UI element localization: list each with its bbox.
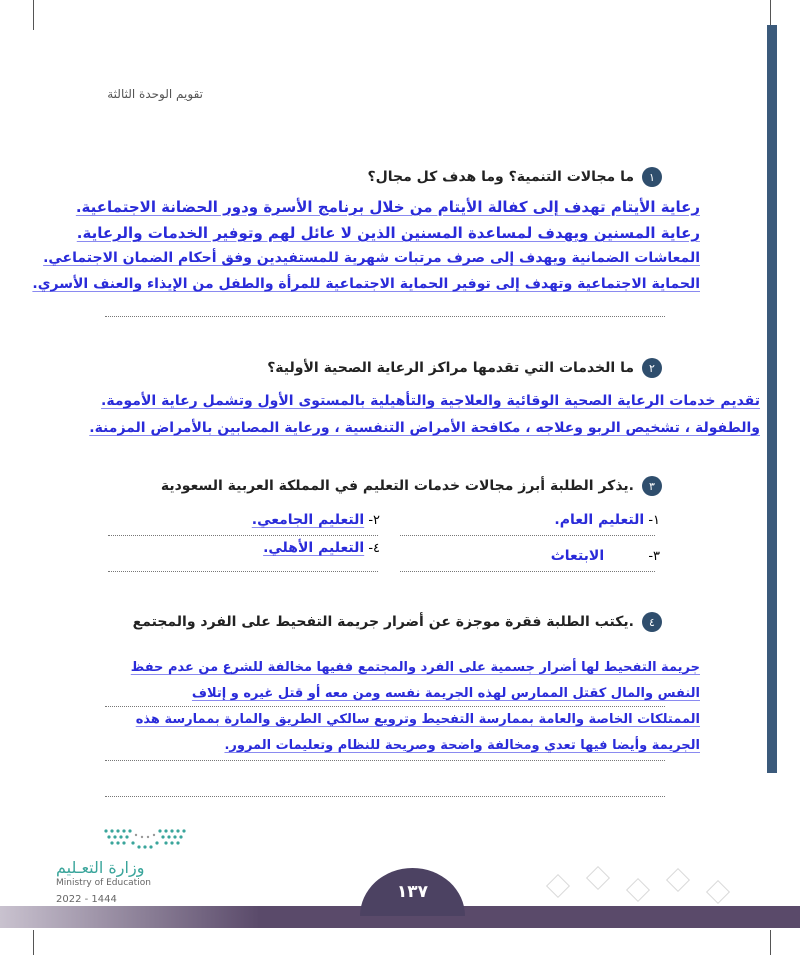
answer-dotted-line <box>108 571 378 572</box>
decorative-pattern <box>530 860 760 906</box>
crop-mark <box>33 0 34 30</box>
answer-dotted-line <box>400 535 655 536</box>
ministry-name-en: Ministry of Education <box>56 878 151 888</box>
answer-dotted-line <box>400 571 655 572</box>
question-number: ١ <box>642 167 662 187</box>
question-3 <box>161 476 662 496</box>
question-number: ٢ <box>642 358 662 378</box>
item-answer: الابتعاث <box>550 548 605 564</box>
question-text: ما مجالات التنمية؟ وما هدف كل مجال؟ <box>367 169 634 185</box>
question-number: ٤ <box>642 612 662 632</box>
item-number: ١- <box>648 513 660 528</box>
item-answer: التعليم الأهلي. <box>263 540 365 556</box>
question-text: يذكر الطلبة أبرز مجالات خدمات التعليم في المملكة العربية السعودية. <box>160 478 634 494</box>
answer-line: الحماية الاجتماعية وتهدف إلى توفير الحماية الاجتماعية للمرأة والطفل من الإيذاء والعنف الأسري. <box>32 276 700 292</box>
item-number: ٤- <box>368 541 380 556</box>
list-item <box>110 512 380 528</box>
item-number: ٣- <box>648 549 660 564</box>
item-number: ٢- <box>368 513 380 528</box>
answer-line: جريمة التفحيط لها أضرار جسمية على الفرد والمجتمع ففيها مخالفة للشرع من عدم حفظ <box>130 660 700 675</box>
answer-dotted-line <box>105 316 665 317</box>
question-1 <box>368 167 662 187</box>
footer-bar-gradient <box>0 906 260 928</box>
answer-dotted-line <box>105 760 665 761</box>
item-answer: التعليم العام. <box>554 512 645 528</box>
item-answer: التعليم الجامعي. <box>251 512 365 528</box>
question-text: ما الخدمات التي تقدمها مراكز الرعاية الصحية الأولية؟ <box>267 360 634 376</box>
answer-line: تقديم خدمات الرعاية الصحية الوقائية والعلاجية والتأهيلية بالمستوى الأول وتشمل رعاية الأمومة. <box>101 393 760 409</box>
answer-dotted-line <box>108 535 378 536</box>
question-4 <box>133 612 662 632</box>
unit-title: تقويم الوحدة الثالثة <box>107 87 203 101</box>
question-text: يكتب الطلبة فقرة موجزة عن أضرار جريمة التفحيط على الفرد والمجتمع. <box>132 614 634 630</box>
edition-year: 2022 - 1444 <box>56 894 117 905</box>
crop-mark <box>33 930 34 955</box>
list-item <box>400 548 660 564</box>
ministry-logo-icon <box>100 825 190 853</box>
answer-dotted-line <box>105 796 665 797</box>
crop-mark <box>770 930 771 955</box>
answer-line: المعاشات الضمانية ويهدف إلى صرف مرتبات شهرية للمستفيدين وفق أحكام الضمان الاجتماعي. <box>43 250 700 266</box>
answer-line: رعاية المسنين ويهدف لمساعدة المسنين الذين لا عائل لهم وتوفير الخدمات والرعاية. <box>76 224 700 242</box>
answer-line: الممتلكات الخاصة والعامة بممارسة التفحيط وترويع سالكي الطريق والمارة بممارسة هذه <box>135 712 700 727</box>
list-item <box>110 540 380 556</box>
answer-line: النفس والمال كقتل الممارس لهذه الجريمة نفسه ومن معه أو قتل غيره و إتلاف <box>191 686 700 701</box>
list-item <box>400 512 660 528</box>
answer-line: الجريمة وأيضا فيها تعدي ومخالفة واضحة وصريحة للنظام وتعليمات المرور. <box>224 738 700 753</box>
page-number: ١٣٧ <box>360 868 465 916</box>
answer-line: رعاية الأيتام تهدف إلى كفالة الأيتام من خلال برنامج الأسرة ودور الحضانة الاجتماعية. <box>75 198 700 216</box>
side-accent-bar <box>767 25 777 773</box>
question-number: ٣ <box>642 476 662 496</box>
ministry-name-ar: وزارة التعـليم <box>56 858 145 877</box>
answer-dotted-line <box>105 706 665 707</box>
answer-line: والطفولة ، تشخيص الربو وعلاجه ، مكافحة الأمراض التنفسية ، ورعاية المصابين بالأمراض المزمنة. <box>89 420 760 436</box>
question-2 <box>267 358 662 378</box>
